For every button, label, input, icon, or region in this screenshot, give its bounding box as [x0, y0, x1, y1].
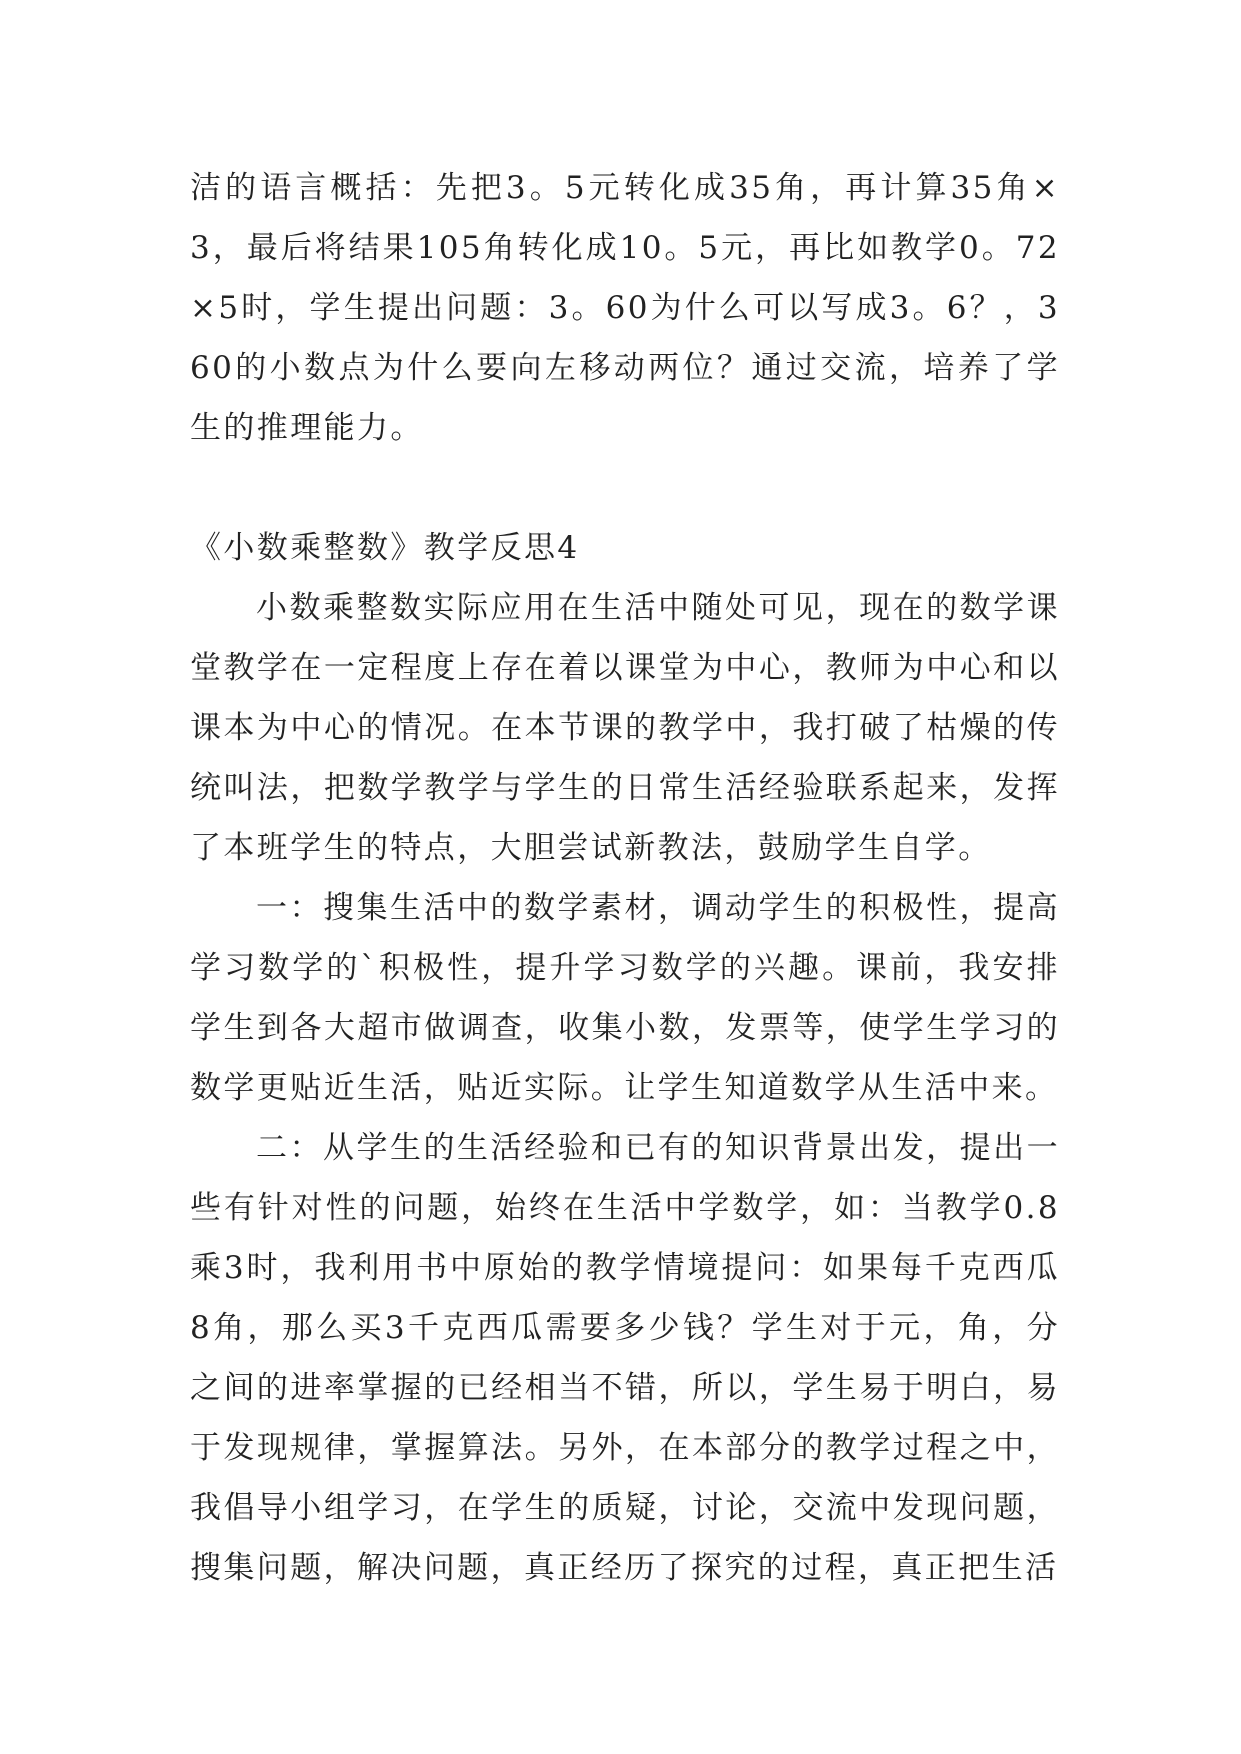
body-paragraph-3: 二：从学生的生活经验和已有的知识背景出发，提出一些有针对性的问题，始终在生活中学数学，如：当教学0.8乘3时，我利用书中原始的教学情境提问：如果每千克西瓜8角，那么买3千克西瓜需要多少钱？学生对于元，角，分之间的进率掌握的已经相当不错，所以，学生易于明白，易于发现规律，掌握算法。另外，在本部分的教学过程之中，我倡导小组学习，在学生的质疑，讨论，交流中发现问题，搜集问题，解决问题，真正经历了探究的过程，真正把生活	[190, 1130, 1060, 1586]
text-column	[190, 158, 1060, 1598]
intro-paragraph: 洁的语言概括：先把3。5元转化成35角，再计算35角×3，最后将结果105角转化成10。5元，再比如教学0。72×5时，学生提出问题：3。60为什么可以写成3。6？，360的小数点为什么要向左移动两位？通过交流，培养了学生的推理能力。	[190, 170, 1060, 446]
body-paragraph-1: 小数乘整数实际应用在生活中随处可见，现在的数学课堂教学在一定程度上存在着以课堂为中心，教师为中心和以课本为中心的情况。在本节课的教学中，我打破了枯燥的传统叫法，把数学教学与学生的日常生活经验联系起来，发挥了本班学生的特点，大胆尝试新教法，鼓励学生自学。	[190, 590, 1060, 866]
section-block	[190, 518, 1060, 1598]
section-title: 《小数乘整数》教学反思4	[190, 530, 580, 566]
body-paragraph-2: 一：搜集生活中的数学素材，调动学生的积极性，提高学习数学的`积极性，提升学习数学的兴趣。课前，我安排学生到各大超市做调查，收集小数，发票等，使学生学习的数学更贴近生活，贴近实际。让学生知道数学从生活中来。	[190, 890, 1060, 1106]
